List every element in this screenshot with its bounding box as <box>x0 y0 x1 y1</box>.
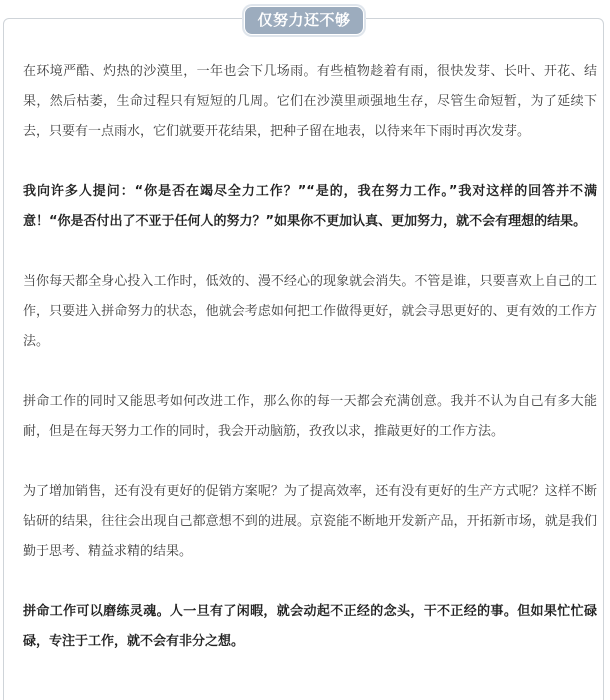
article-body <box>23 57 597 657</box>
paragraph-6: 拼命工作可以磨练灵魂。人一旦有了闲暇，就会动起不正经的念头，干不正经的事。但如果忙忙碌碌，专注于工作，就不会有非分之想。 <box>23 604 597 649</box>
paragraph-1: 在环境严酷、灼热的沙漠里，一年也会下几场雨。有些植物趁着有雨，很快发芽、长叶、开花、结果，然后枯萎，生命过程只有短短的几周。它们在沙漠里顽强地生存，尽管生命短暂，为了延续下去，只要有一点雨水，它们就要开花结果，把种子留在地表，以待来年下雨时再次发芽。 <box>23 64 597 139</box>
paragraph-2: 我向许多人提问：“你是否在竭尽全力工作？”“是的，我在努力工作。”我对这样的回答并不满意！“你是否付出了不亚于任何人的努力？”如果你不更加认真、更加努力，就不会有理想的结果。 <box>23 184 597 229</box>
paragraph-5: 为了增加销售，还有没有更好的促销方案呢？为了提高效率，还有没有更好的生产方式呢？这样不断钻研的结果，往往会出现自己都意想不到的进展。京瓷能不断地开发新产品，开拓新市场，就是我们勤于思考、精益求精的结果。 <box>23 484 597 559</box>
title-badge: 仅努力还不够 <box>245 7 363 34</box>
paragraph-3: 当你每天都全身心投入工作时，低效的、漫不经心的现象就会消失。不管是谁，只要喜欢上自己的工作，只要进入拼命努力的状态，他就会考虑如何把工作做得更好，就会寻思更好的、更有效的工作方法。 <box>23 274 597 349</box>
article-card <box>3 18 604 700</box>
paragraph-4: 拼命工作的同时又能思考如何改进工作，那么你的每一天都会充满创意。我并不认为自己有多大能耐，但是在每天努力工作的同时，我会开动脑筋，孜孜以求，推敲更好的工作方法。 <box>23 394 597 439</box>
